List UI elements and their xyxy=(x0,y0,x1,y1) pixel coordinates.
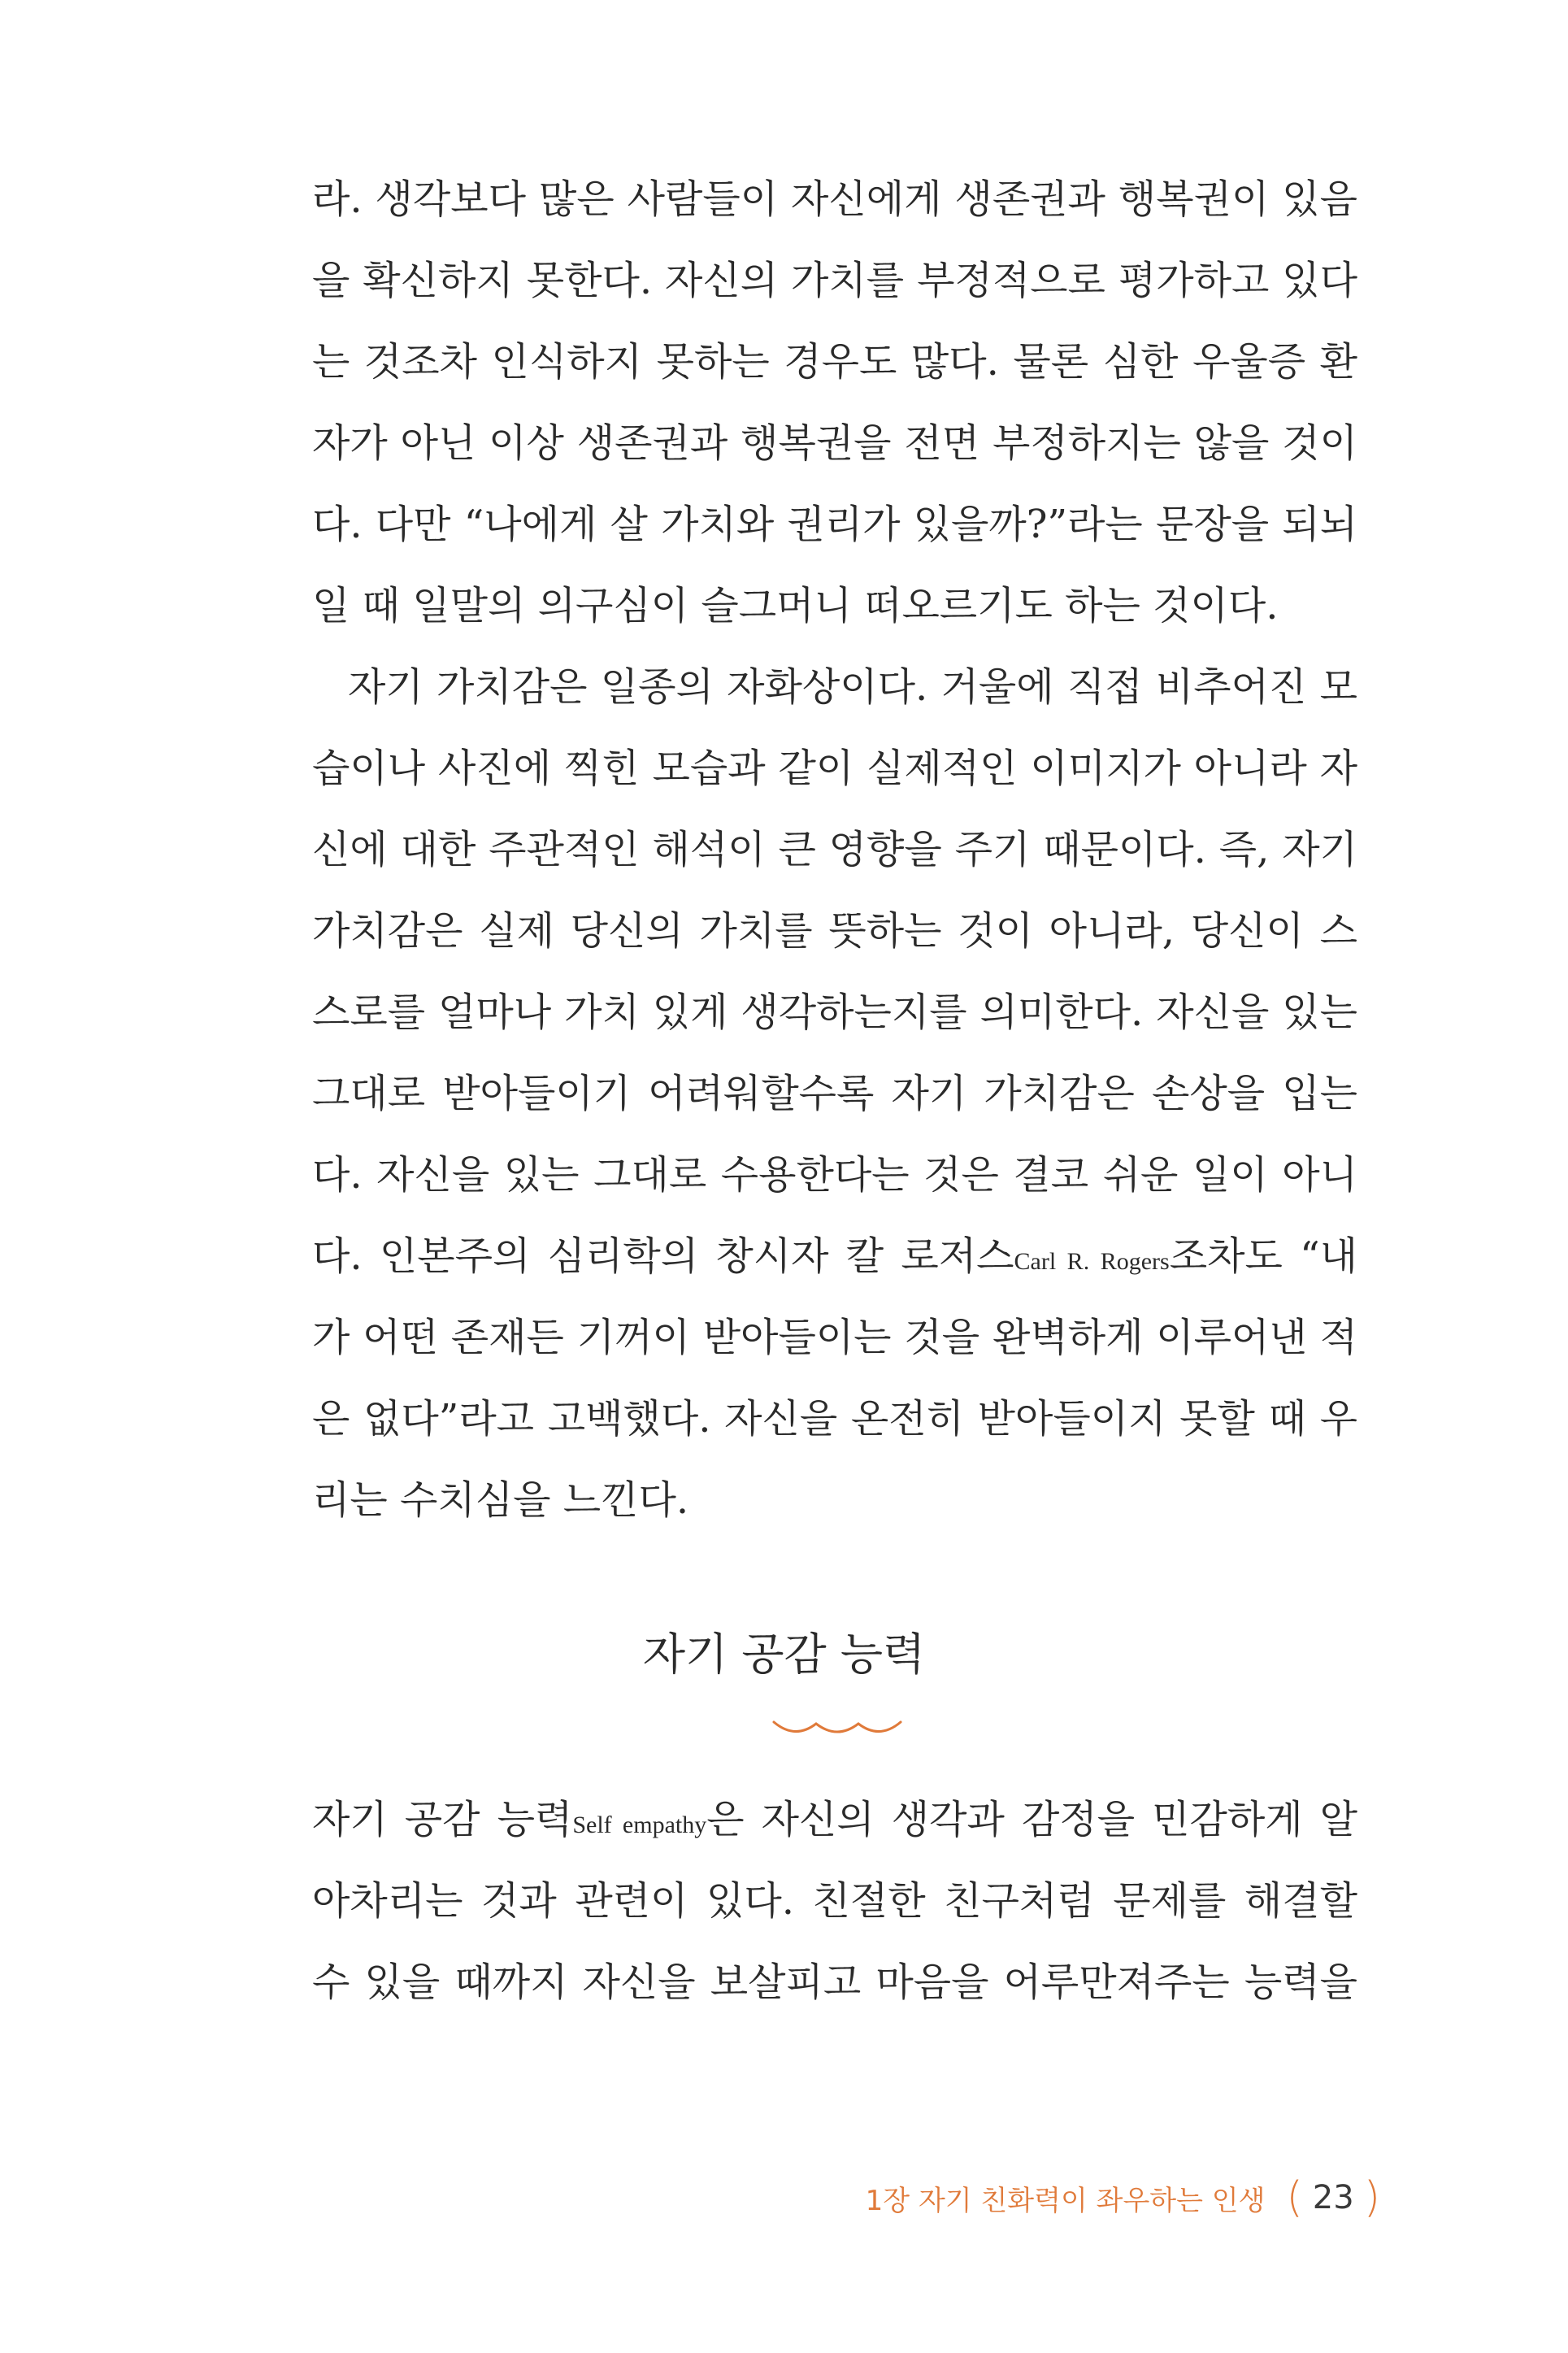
text-line: 아차리는 것과 관련이 있다. 친절한 친구처럼 문제를 해결할 xyxy=(312,1878,1357,1924)
text-line: 수 있을 때까지 자신을 보살피고 마음을 어루만져주는 능력을 xyxy=(312,1959,1357,2005)
gloss-self-empathy: Self empathy xyxy=(572,1812,707,1838)
text-line: 자기 가치감은 일종의 자화상이다. 거울에 직접 비추어진 모 xyxy=(348,664,1357,710)
text-run: 다. 인본주의 심리학의 창시자 칼 로저스 xyxy=(312,1233,1014,1279)
text-line: 가치감은 실제 당신의 가치를 뜻하는 것이 아니라, 당신이 스 xyxy=(312,908,1357,954)
text-line: 스로를 얼마나 가치 있게 생각하는지를 의미한다. 자신을 있는 xyxy=(312,989,1357,1035)
text-line: 일 때 일말의 의구심이 슬그머니 떠오르기도 하는 것이다. xyxy=(312,583,1279,628)
text-line: 는 것조차 인식하지 못하는 경우도 많다. 물론 심한 우울증 환 xyxy=(312,339,1357,385)
paragraph-3 xyxy=(312,1779,1357,2023)
text-line: 가 어떤 존재든 기꺼이 받아들이는 것을 완벽하게 이루어낸 적 xyxy=(312,1315,1357,1360)
paragraph-1 xyxy=(312,159,1357,646)
text-run: 조차도 “내 xyxy=(1169,1233,1357,1279)
chapter-title: 1장 자기 친화력이 좌우하는 인생 xyxy=(865,2184,1266,2217)
text-line: 은 없다”라고 고백했다. 자신을 온전히 받아들이지 못할 때 우 xyxy=(312,1396,1357,1442)
text-line: 을 확신하지 못한다. 자신의 가치를 부정적으로 평가하고 있다 xyxy=(312,258,1357,303)
text-run: 자기 공감 능력 xyxy=(312,1797,573,1842)
text-line: 라. 생각보다 많은 사람들이 자신에게 생존권과 행복권이 있음 xyxy=(312,176,1357,222)
text-line: 다. 자신을 있는 그대로 수용한다는 것은 결코 쉬운 일이 아니 xyxy=(312,1152,1357,1198)
text-line: 신에 대한 주관적인 해석이 큰 영향을 주기 때문이다. 즉, 자기 xyxy=(312,827,1357,872)
text-line: 다. 다만 “나에게 살 가치와 권리가 있을까?”라는 문장을 되뇌 xyxy=(312,502,1357,547)
page-footer xyxy=(866,2169,1380,2226)
text-line: 습이나 사진에 찍힌 모습과 같이 실제적인 이미지가 아니라 자 xyxy=(312,746,1357,791)
wave-ornament-icon xyxy=(772,1716,902,1740)
text-line-self-empathy xyxy=(312,1779,1357,1860)
gloss-carl-rogers: Carl R. Rogers xyxy=(1014,1248,1170,1275)
page-number: 23 xyxy=(1312,2179,1354,2216)
page-number-close-paren: ) xyxy=(1363,2173,1380,2222)
text-line-rogers xyxy=(312,1216,1357,1297)
text-run: 은 자신의 생각과 감정을 민감하게 알 xyxy=(706,1797,1357,1842)
section-title: 자기 공감 능력 xyxy=(642,1629,926,1680)
text-line: 자가 아닌 이상 생존권과 행복권을 전면 부정하지는 않을 것이 xyxy=(312,420,1357,466)
paragraph-2 xyxy=(312,646,1357,1541)
text-line: 그대로 받아들이기 어려워할수록 자기 가치감은 손상을 입는 xyxy=(312,1071,1357,1116)
page-number-open-paren: ( xyxy=(1286,2173,1303,2222)
text-line: 리는 수치심을 느낀다. xyxy=(312,1477,689,1523)
